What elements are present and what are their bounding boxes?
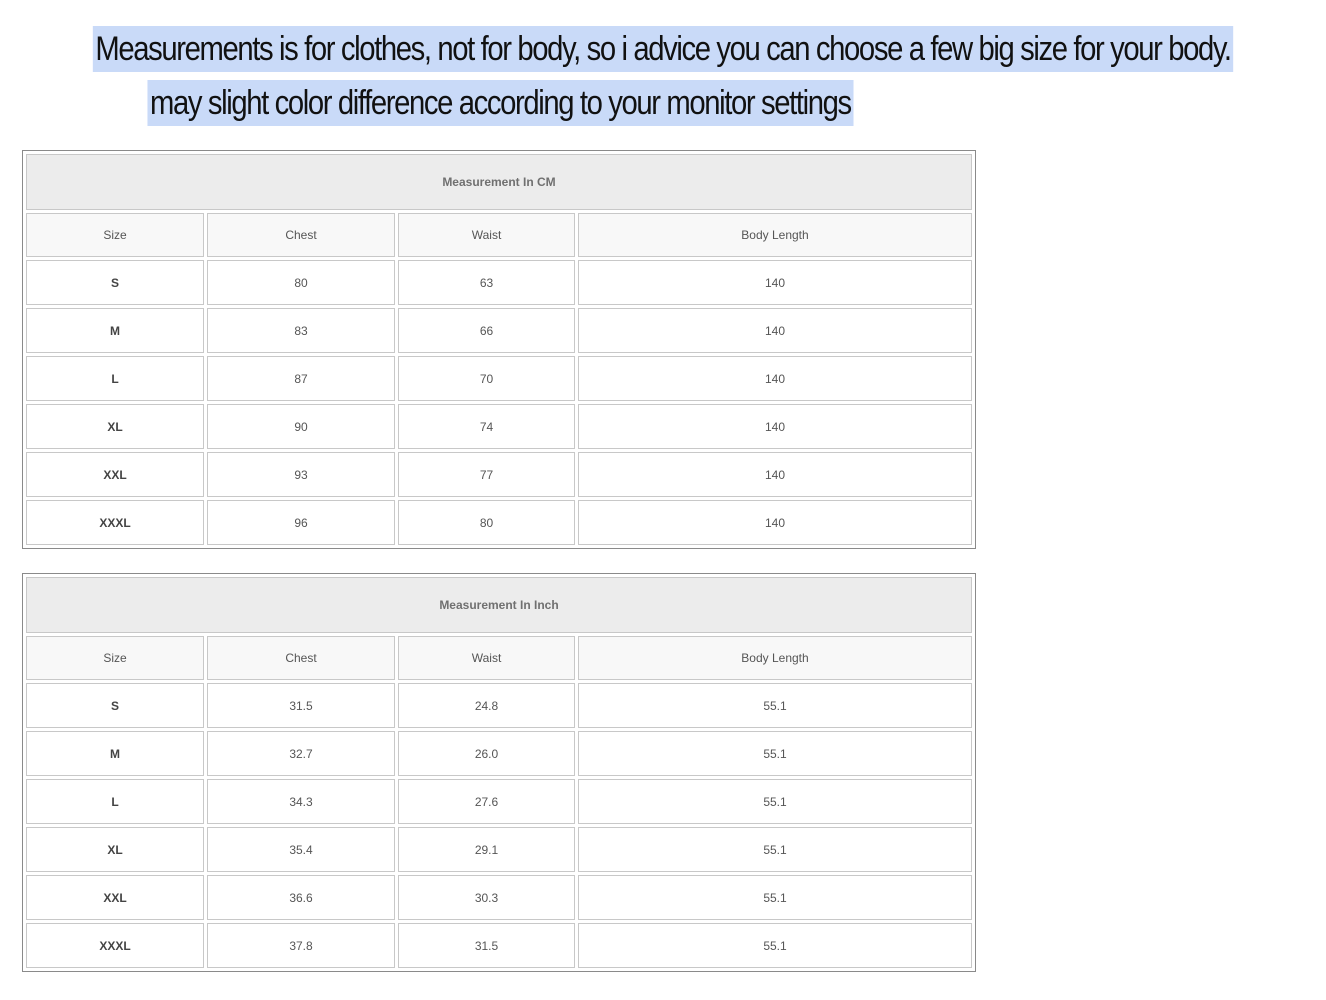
chest-cell: 35.4 xyxy=(207,827,395,872)
chest-cell: 36.6 xyxy=(207,875,395,920)
waist-cell: 70 xyxy=(398,356,575,401)
table-row xyxy=(26,827,972,872)
chest-cell: 37.8 xyxy=(207,923,395,968)
body-length-cell: 140 xyxy=(578,452,972,497)
waist-cell: 27.6 xyxy=(398,779,575,824)
table-row xyxy=(26,404,972,449)
body-length-cell: 55.1 xyxy=(578,731,972,776)
body-length-cell: 55.1 xyxy=(578,827,972,872)
notice-line-2: may slight color difference according to your monitor settings xyxy=(147,80,853,126)
size-cell: XL xyxy=(26,827,204,872)
column-header-chest: Chest xyxy=(207,636,395,680)
table-header-row xyxy=(26,213,972,257)
column-header-chest: Chest xyxy=(207,213,395,257)
size-cell: M xyxy=(26,308,204,353)
table-title: Measurement In Inch xyxy=(26,577,972,633)
column-header-waist: Waist xyxy=(398,213,575,257)
chest-cell: 34.3 xyxy=(207,779,395,824)
table-title-row xyxy=(26,577,972,633)
body-length-cell: 55.1 xyxy=(578,683,972,728)
body-length-cell: 55.1 xyxy=(578,875,972,920)
size-cell: L xyxy=(26,779,204,824)
size-cell: L xyxy=(26,356,204,401)
body-length-cell: 140 xyxy=(578,308,972,353)
size-cell: XXXL xyxy=(26,500,204,545)
table-row xyxy=(26,683,972,728)
chest-cell: 93 xyxy=(207,452,395,497)
table-header-row xyxy=(26,636,972,680)
table-row xyxy=(26,875,972,920)
chest-cell: 90 xyxy=(207,404,395,449)
column-header-body-length: Body Length xyxy=(578,213,972,257)
body-length-cell: 55.1 xyxy=(578,779,972,824)
table-row xyxy=(26,356,972,401)
chest-cell: 87 xyxy=(207,356,395,401)
waist-cell: 77 xyxy=(398,452,575,497)
column-header-waist: Waist xyxy=(398,636,575,680)
size-cell: XXL xyxy=(26,452,204,497)
table-row xyxy=(26,923,972,968)
table-row xyxy=(26,731,972,776)
notice-line-1: Measurements is for clothes, not for body, so i advice you can choose a few big size for your body. xyxy=(93,26,1233,72)
table-title: Measurement In CM xyxy=(26,154,972,210)
size-cell: S xyxy=(26,683,204,728)
column-header-body-length: Body Length xyxy=(578,636,972,680)
size-cell: XXXL xyxy=(26,923,204,968)
chest-cell: 83 xyxy=(207,308,395,353)
measurement-table-inch xyxy=(22,573,976,972)
table-row xyxy=(26,779,972,824)
waist-cell: 24.8 xyxy=(398,683,575,728)
body-length-cell: 140 xyxy=(578,356,972,401)
body-length-cell: 55.1 xyxy=(578,923,972,968)
notice-banner xyxy=(0,26,1231,134)
body-length-cell: 140 xyxy=(578,500,972,545)
table-row xyxy=(26,452,972,497)
column-header-size: Size xyxy=(26,213,204,257)
column-header-size: Size xyxy=(26,636,204,680)
waist-cell: 80 xyxy=(398,500,575,545)
waist-cell: 74 xyxy=(398,404,575,449)
size-cell: XL xyxy=(26,404,204,449)
chest-cell: 96 xyxy=(207,500,395,545)
chest-cell: 31.5 xyxy=(207,683,395,728)
waist-cell: 30.3 xyxy=(398,875,575,920)
chest-cell: 32.7 xyxy=(207,731,395,776)
table-row xyxy=(26,308,972,353)
measurement-table-cm xyxy=(22,150,976,549)
size-cell: XXL xyxy=(26,875,204,920)
table-row xyxy=(26,260,972,305)
waist-cell: 31.5 xyxy=(398,923,575,968)
waist-cell: 26.0 xyxy=(398,731,575,776)
waist-cell: 63 xyxy=(398,260,575,305)
body-length-cell: 140 xyxy=(578,404,972,449)
size-cell: M xyxy=(26,731,204,776)
size-cell: S xyxy=(26,260,204,305)
waist-cell: 66 xyxy=(398,308,575,353)
body-length-cell: 140 xyxy=(578,260,972,305)
table-row xyxy=(26,500,972,545)
table-title-row xyxy=(26,154,972,210)
chest-cell: 80 xyxy=(207,260,395,305)
waist-cell: 29.1 xyxy=(398,827,575,872)
